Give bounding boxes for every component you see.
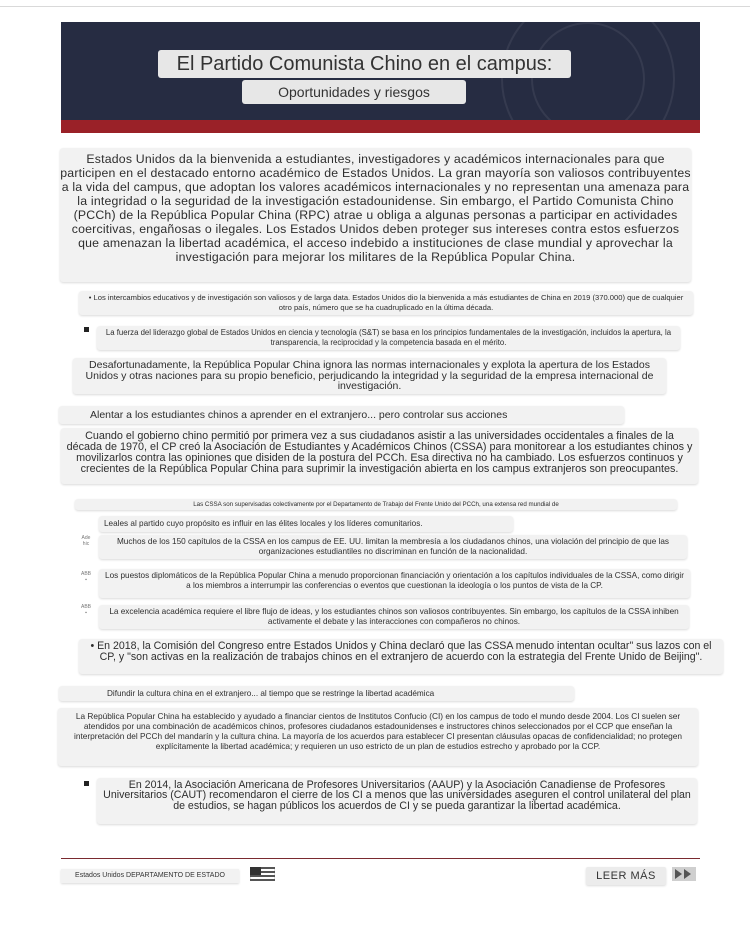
page-subtitle: Oportunidades y riesgos <box>242 80 466 104</box>
bullet-exchanges: • Los intercambios educativos y de investigación son valiosos y de larga data. Estados Unidos dio la bienvenida a más estudiantes de China en 2019 (370.000) que de cualquier otro país, número que se ha cuadruplicado en la última década. <box>79 291 693 315</box>
aaup-note: En 2014, la Asociación Americana de Profesores Universitarios (AAUP) y la Asociación Canadiense de Profesores Universitarios (CAUT) recomendaron el cierre de los CI a menos que las universidades aseguren el control unilateral del plan de estudios, se hagan públicos los acuerdos de CI y se pueda garantizar la libertad académica. <box>97 778 697 824</box>
top-divider <box>0 6 750 7</box>
forward-arrows-icon[interactable] <box>672 867 696 881</box>
commission-note: • En 2018, la Comisión del Congreso entre Estados Unidos y China declaró que las CSSA menudo intentan ocultar" sus lazos con el CP, y "son activas en la realización de trabajos chinos en el extranjero de acuerdo con la estrategia del Frente Unido de Beijing". <box>79 639 723 674</box>
footer-divider <box>61 858 700 859</box>
paragraph-unfortunately: Desafortunadamente, la República Popular China ignora las normas internacionales y explota la apertura de los Estados Unidos y otras naciones para su propio beneficio, perjudicando la integridad y la seguridad de la empresa internacional de investigación. <box>73 358 666 394</box>
cssa-line-2: Leales al partido cuyo propósito es influir en las élites locales y los líderes comunitarios. <box>99 516 513 532</box>
state-department-label: Estados Unidos DEPARTAMENTO DE ESTADO <box>61 869 239 883</box>
cssa-item-excellence: La excelencia académica requiere el libre flujo de ideas, y los estudiantes chinos son valiosos contribuyentes. Sin embargo, los capítulos de la CSSA inhiben activamente el debate y las interacciones con compañeros no chinos. <box>99 605 689 629</box>
cssa-item-membership: Muchos de los 150 capítulos de la CSSA en los campus de EE. UU. limitan la membresía a los ciudadanos chinos, una violación del principio de que las organizaciones estudiantiles no discriminan en función de la nacionalidad. <box>99 535 687 559</box>
cssa-line-1: Las CSSA son supervisadas colectivamente por el Departamento de Trabajo del Frente Unido del PCCh, una extensa red mundial de <box>75 499 677 510</box>
bullet-st-leadership: La fuerza del liderazgo global de Estados Unidos en ciencia y tecnología (S&T) se basa en los principios fundamentales de la investigación, incluidos la apertura, la transparencia, la reciprocidad y la competencia basada en el mérito. <box>97 326 680 350</box>
header-red-stripe <box>61 120 700 133</box>
section-1-body: Cuando el gobierno chino permitió por primera vez a sus ciudadanos asistir a las universidades occidentales a finales de la década de 1970, el CP creó la Asociación de Estudiantes y Académicos Chinos (CSSA) para monitorear a los estudiantes chinos y movilizarlos contra las opiniones que disiden de la postura del PCCh. Esa directiva no ha cambiado. Los esfuerzos continuos y crecientes de la República Popular China para suprimir la investigación abierta en los campus extranjeros son preocupantes. <box>61 428 698 484</box>
section-2-body: La República Popular China ha establecido y ayudado a financiar cientos de Institutos Confucio (CI) en los campus de todo el mundo desde 2004. Los CI suelen ser atendidos por una combinación de académicos chinos, profesores ciudadanos estadounidenses e instructores chinos seleccionados por el CCP que enseñan la interpretación del PCCh del mandarín y la cultura china. La mayoría de los acuerdos para establecer CI presentan cláusulas opacas de confidencialidad; no protegen explícitamente la libertad académica; y requieren un uso estricto de un plan de estudios estrecho y aprobado por la CCP. <box>58 708 698 766</box>
bullet-marker <box>84 781 89 786</box>
note-icon: ABB ▪ <box>80 604 91 616</box>
page-title: El Partido Comunista Chino en el campus: <box>158 50 571 78</box>
read-more-button[interactable]: LEER MÁS <box>586 867 666 885</box>
note-icon: Ade hic <box>81 535 91 547</box>
us-flag-icon <box>250 867 275 881</box>
bullet-marker <box>84 327 89 332</box>
intro-paragraph: Estados Unidos da la bienvenida a estudiantes, investigadores y académicos internacionales para que participen en el destacado entorno académico de Estados Unidos. La gran mayoría son valiosos contribuyentes a la vida del campus, que adoptan los valores académicos internacionales y no representan una amenaza para la integridad o la seguridad de la investigación estadounidense. Sin embargo, el Partido Comunista Chino (PCCh) de la República Popular China (RPC) atrae u obliga a algunas personas a participar en actividades coercitivas, engañosas o ilegales. Los Estados Unidos deben proteger sus intereses contra estos esfuerzos que amenazan la libertad académica, el acceso indebido a instituciones de clase mundial y aprovechar la investigación para mejorar los militares de la República Popular China. <box>60 148 691 282</box>
cssa-item-diplomatic: Los puestos diplomáticos de la República Popular China a menudo proporcionan financiación y orientación a los capítulos individuales de la CSSA, como dirigir a los miembros a interrumpir las conferencias o eventos que cuestionan la ideología o los puntos de vista de la CP. <box>99 569 690 598</box>
section-2-heading: Difundir la cultura china en el extranjero... al tiempo que se restringe la libertad académica <box>59 686 574 701</box>
note-icon: ABB ▪ <box>80 571 91 583</box>
section-1-heading: Alentar a los estudiantes chinos a aprender en el extranjero... pero controlar sus acciones <box>59 406 624 424</box>
